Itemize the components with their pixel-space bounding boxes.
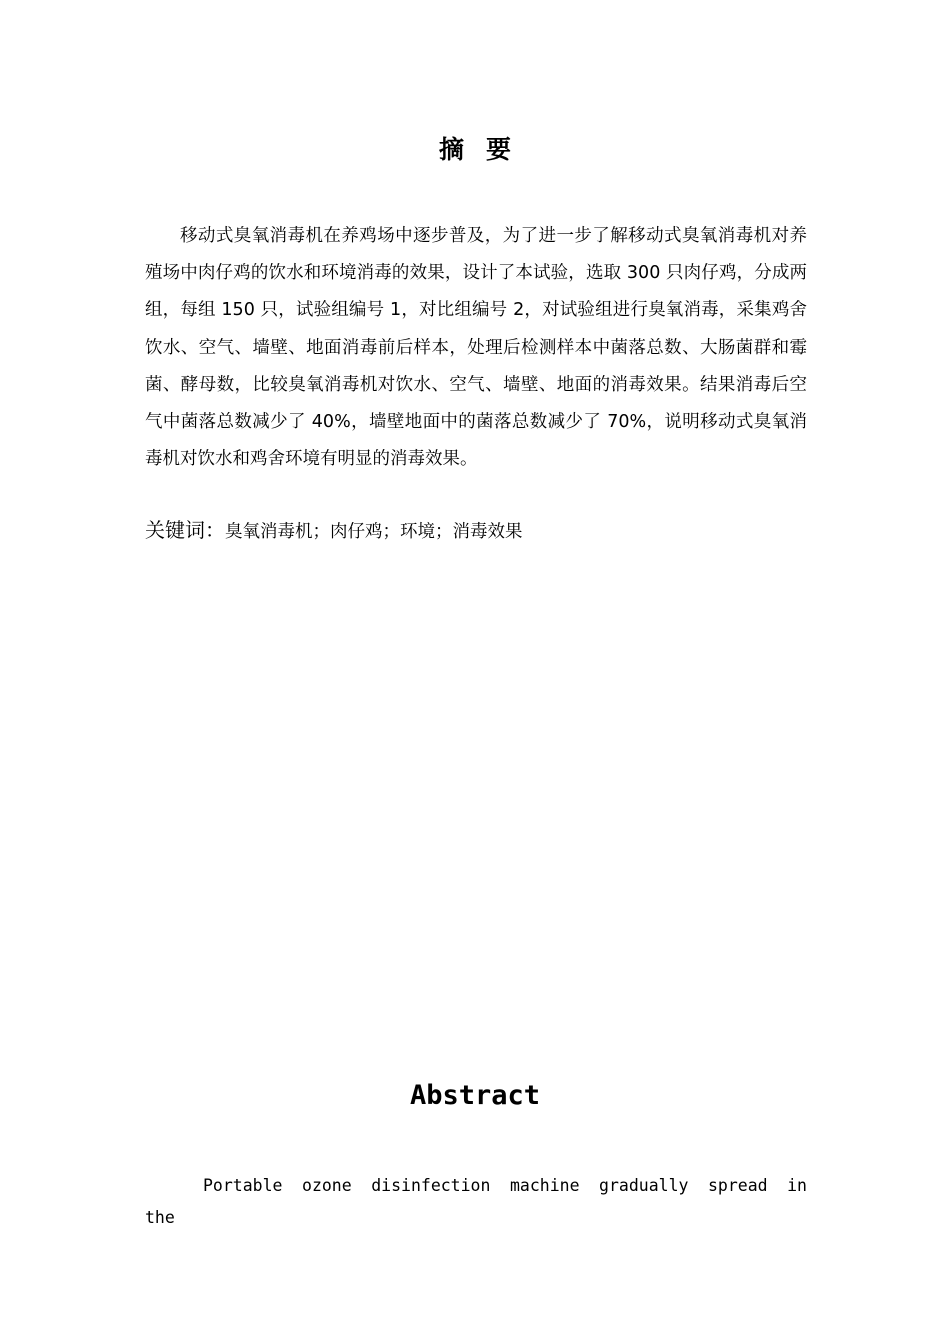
keywords-text: 臭氧消毒机；肉仔鸡；环境；消毒效果 <box>225 522 523 542</box>
english-abstract-title: Abstract <box>409 1080 541 1111</box>
chinese-abstract-title: 摘要 <box>438 135 533 164</box>
keywords-label: 关键词： <box>145 518 225 542</box>
keywords-line <box>145 513 807 549</box>
chinese-abstract-body: 移动式臭氧消毒机在养鸡场中逐步普及，为了进一步了解移动式臭氧消毒机对养殖场中肉仔鸡的饮水和环境消毒的效果，设计了本试验，选取 300 只肉仔鸡，分成两组，每组 150 只，试验组编号 1，对比组编号 2，对试验组进行臭氧消毒，采集鸡舍饮水、空气、墙壁、地面消毒前后样本，处理后检测样本中菌落总数、大肠菌群和霉菌、酵母数，比较臭氧消毒机对饮水、空气、墙壁、地面的消毒效果。结果消毒后空气中菌落总数减少了 40%，墙壁地面中的菌落总数减少了 70%，说明移动式臭氧消毒机对饮水和鸡舍环境有明显的消毒效果。 <box>145 226 807 470</box>
english-abstract-body: Portable ozone disinfection machine gradually spread in the <box>145 1176 807 1227</box>
